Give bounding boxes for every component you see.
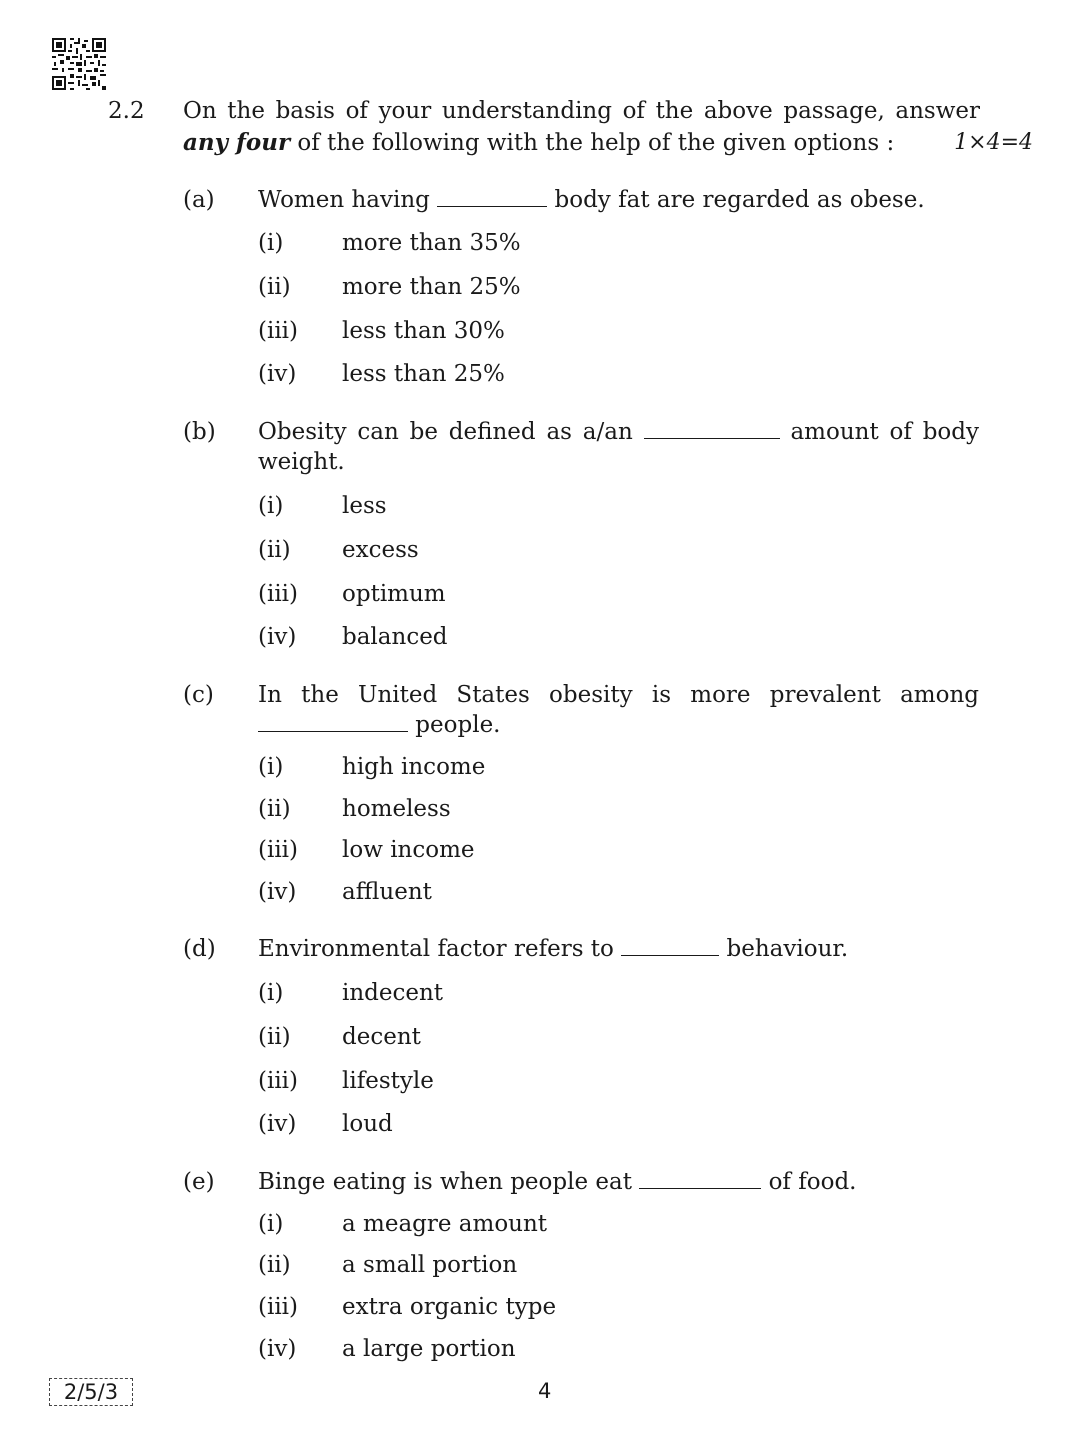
fill-blank (258, 713, 408, 732)
option-number: (iv) (258, 624, 297, 650)
option-text: extra organic type (342, 1294, 557, 1320)
instructions-line-2-text: of the following with the help of the given options : (290, 130, 895, 156)
stem-line-1 (258, 417, 979, 447)
option-text: high income (342, 754, 486, 780)
option-text: decent (342, 1024, 421, 1050)
option-text: less than 30% (342, 318, 505, 344)
part-c-stem (258, 680, 979, 740)
option-text: a meagre amount (342, 1211, 548, 1237)
fill-blank (437, 188, 547, 207)
instructions-line-1: On the basis of your understanding of the above passage, answer (183, 98, 980, 124)
option-number: (i) (258, 754, 284, 780)
option-text: optimum (342, 581, 446, 607)
option-text: loud (342, 1111, 393, 1137)
paper-code: 2/5/3 (49, 1378, 133, 1406)
fill-blank (639, 1170, 761, 1189)
page-number: 4 (538, 1379, 552, 1403)
fill-blank (621, 937, 719, 956)
option-text: lifestyle (342, 1068, 434, 1094)
option-number: (iii) (258, 1294, 299, 1320)
option-text: a small portion (342, 1252, 518, 1278)
option-text: excess (342, 537, 419, 563)
stem-text: body fat are regarded as obese. (547, 187, 925, 213)
option-number: (iv) (258, 1111, 297, 1137)
option-text: balanced (342, 624, 448, 650)
instructions-line-2 (183, 127, 980, 159)
option-text: indecent (342, 980, 444, 1006)
stem-text: Environmental factor refers to (258, 936, 622, 962)
option-text: homeless (342, 796, 451, 822)
option-text: less than 25% (342, 361, 505, 387)
stem-line-2 (258, 712, 501, 738)
option-number: (i) (258, 980, 284, 1006)
part-b-label: (b) (183, 419, 216, 445)
option-number: (ii) (258, 1252, 291, 1278)
part-c-label: (c) (183, 682, 214, 708)
part-e-label: (e) (183, 1169, 215, 1195)
part-b-stem (258, 417, 979, 477)
option-number: (i) (258, 1211, 284, 1237)
stem-text: behaviour. (719, 936, 849, 962)
option-text: less (342, 493, 387, 519)
part-d-label: (d) (183, 936, 216, 962)
option-number: (iv) (258, 1336, 297, 1362)
part-a-label: (a) (183, 187, 215, 213)
stem-text: Binge eating is when people eat (258, 1169, 640, 1195)
option-text: low income (342, 837, 475, 863)
option-number: (ii) (258, 796, 291, 822)
part-d-stem (258, 934, 979, 964)
question-number: 2.2 (108, 98, 145, 124)
option-number: (ii) (258, 1024, 291, 1050)
emphasis-any-four: any four (183, 129, 291, 156)
stem-text: people. (408, 712, 501, 738)
option-number: (i) (258, 230, 284, 256)
option-text: affluent (342, 879, 432, 905)
stem-line-1: In the United States obesity is more prevalent among (258, 682, 979, 708)
option-text: a large portion (342, 1336, 516, 1362)
option-text: more than 25% (342, 274, 521, 300)
part-a-stem (258, 185, 979, 215)
option-number: (ii) (258, 537, 291, 563)
fill-blank (644, 420, 780, 439)
option-number: (iii) (258, 837, 299, 863)
stem-text: amount of body (790, 419, 979, 445)
question-instructions (183, 96, 980, 159)
option-number: (iv) (258, 879, 297, 905)
option-number: (iii) (258, 581, 299, 607)
stem-text: Women having (258, 187, 438, 213)
stem-text: of food. (761, 1169, 857, 1195)
option-number: (i) (258, 493, 284, 519)
option-number: (iii) (258, 1068, 299, 1094)
marks-allocation: 1×4=4 (954, 130, 1033, 155)
qr-code (52, 38, 106, 90)
stem-text: Obesity can be defined as a/an (258, 419, 633, 445)
option-text: more than 35% (342, 230, 521, 256)
stem-line-2: weight. (258, 449, 345, 475)
option-number: (iv) (258, 361, 297, 387)
option-number: (iii) (258, 318, 299, 344)
option-number: (ii) (258, 274, 291, 300)
part-e-stem (258, 1167, 979, 1197)
